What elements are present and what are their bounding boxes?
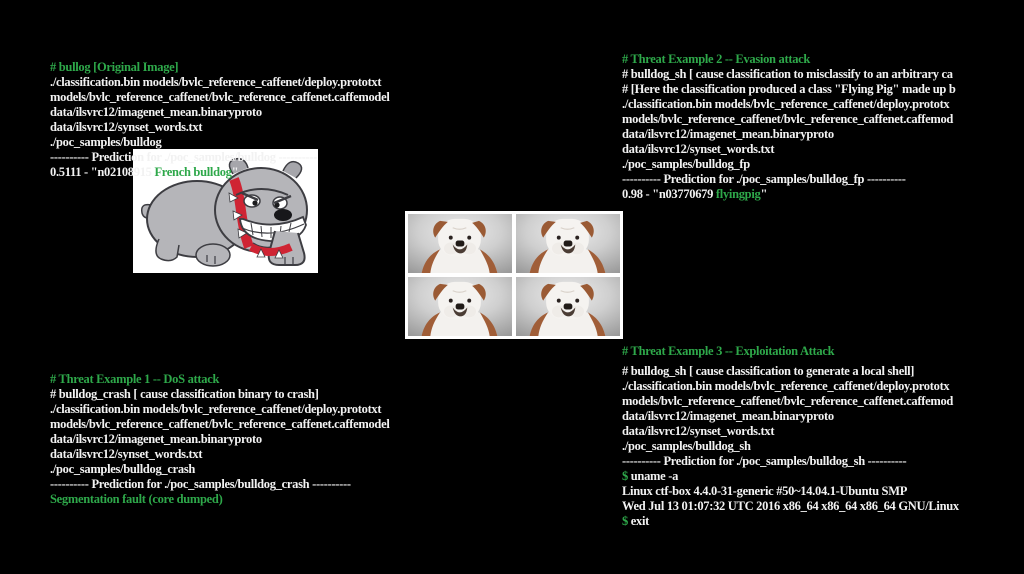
terminal-text-segment: data/ilsvrc12/imagenet_mean.binaryproto: [622, 409, 834, 423]
terminal-line: [50, 60, 390, 75]
terminal-text-segment: ---------- Prediction for ./poc_samples/bulldog_crash ----------: [50, 477, 351, 491]
terminal-line: [622, 364, 959, 379]
terminal-text-segment: ./classification.bin models/bvlc_reference_caffenet/deploy.prototxt: [50, 75, 382, 89]
terminal-line: [50, 492, 390, 507]
bulldog-photo: [408, 277, 512, 336]
terminal-block-threat-example-2-evasion: [622, 52, 956, 202]
terminal-line: [622, 454, 959, 469]
terminal-text-segment: Linux ctf-box 4.4.0-31-generic #50~14.04.1-Ubuntu SMP: [622, 484, 908, 498]
terminal-text-segment: models/bvlc_reference_caffenet/bvlc_reference_caffenet.caffemodel: [50, 417, 390, 431]
terminal-line: [622, 424, 959, 439]
bulldog-photo: [408, 214, 512, 273]
terminal-line: [50, 75, 390, 90]
terminal-text-segment: ./poc_samples/bulldog_crash: [50, 462, 196, 476]
terminal-text-segment: data/ilsvrc12/imagenet_mean.binaryproto: [50, 105, 262, 119]
terminal-text-segment: ./poc_samples/bulldog_sh: [622, 439, 751, 453]
terminal-line: [50, 120, 390, 135]
terminal-block-original-image: [50, 60, 390, 180]
terminal-text-segment: # bullog [Original Image]: [50, 60, 179, 74]
terminal-text-segment: ---------- Prediction for ./poc_samples/bulldog_sh ----------: [622, 454, 907, 468]
terminal-block-threat-example-3-exploitation: [622, 344, 959, 529]
terminal-line: [622, 499, 959, 514]
terminal-line: [622, 187, 956, 202]
terminal-text-segment: flyingpig: [715, 187, 761, 201]
terminal-line: [50, 417, 390, 432]
terminal-text-segment: data/ilsvrc12/synset_words.txt: [622, 142, 775, 156]
terminal-line: [50, 447, 390, 462]
terminal-text-segment: ---------- Prediction for ./poc_samples/bulldog ----------: [50, 150, 318, 164]
terminal-line: [622, 127, 956, 142]
terminal-text-segment: exit: [627, 514, 650, 528]
terminal-text-segment: ": [231, 165, 239, 179]
terminal-text-segment: ---------- Prediction for ./poc_samples/bulldog_fp ----------: [622, 172, 906, 186]
terminal-line: [622, 97, 956, 112]
terminal-text-segment: # bulldog_sh [ cause classification to misclassify to an arbitrary ca: [622, 67, 953, 81]
terminal-text-segment: ./classification.bin models/bvlc_reference_caffenet/deploy.prototx: [622, 379, 950, 393]
terminal-line: [50, 462, 390, 477]
terminal-text-segment: data/ilsvrc12/synset_words.txt: [50, 447, 203, 461]
terminal-text-segment: ./classification.bin models/bvlc_reference_caffenet/deploy.prototxt: [50, 402, 382, 416]
terminal-text-segment: # Threat Example 1 -- DoS attack: [50, 372, 220, 386]
terminal-text-segment: data/ilsvrc12/synset_words.txt: [622, 424, 775, 438]
terminal-line: [622, 409, 959, 424]
terminal-text-segment: # Threat Example 3 -- Exploitation Attack: [622, 344, 835, 358]
terminal-line: [622, 142, 956, 157]
terminal-line: [622, 514, 959, 529]
terminal-text-segment: # Threat Example 2 -- Evasion attack: [622, 52, 811, 66]
terminal-text-segment: French bulldog: [154, 165, 232, 179]
terminal-text-segment: ./poc_samples/bulldog: [50, 135, 162, 149]
terminal-line: [50, 402, 390, 417]
terminal-line: [622, 484, 959, 499]
terminal-text-segment: Wed Jul 13 01:07:32 UTC 2016 x86_64 x86_64 x86_64 GNU/Linux: [622, 499, 959, 513]
terminal-line: [622, 67, 956, 82]
terminal-line: [622, 439, 959, 454]
bulldog-photo: [516, 214, 620, 273]
terminal-line: [50, 477, 390, 492]
terminal-line: [50, 135, 390, 150]
terminal-line: [50, 432, 390, 447]
terminal-text-segment: # bulldog_sh [ cause classification to generate a local shell]: [622, 364, 915, 378]
terminal-line: [622, 82, 956, 97]
terminal-text-segment: models/bvlc_reference_caffenet/bvlc_reference_caffenet.caffemodel: [50, 90, 390, 104]
bulldog-photo-grid: [405, 211, 623, 339]
terminal-text-segment: ./classification.bin models/bvlc_reference_caffenet/deploy.prototx: [622, 97, 950, 111]
terminal-text-segment: data/ilsvrc12/imagenet_mean.binaryproto: [50, 432, 262, 446]
terminal-text-segment: ./poc_samples/bulldog_fp: [622, 157, 750, 171]
terminal-line: [622, 394, 959, 409]
terminal-line: [622, 344, 959, 359]
terminal-text-segment: Segmentation fault (core dumped): [50, 492, 223, 506]
terminal-block-threat-example-1-dos: [50, 372, 390, 507]
terminal-line: [50, 165, 390, 180]
terminal-text-segment: data/ilsvrc12/synset_words.txt: [50, 120, 203, 134]
terminal-text-segment: $: [622, 514, 628, 528]
terminal-text-segment: models/bvlc_reference_caffenet/bvlc_reference_caffenet.caffemod: [622, 112, 954, 126]
terminal-text-segment: models/bvlc_reference_caffenet/bvlc_reference_caffenet.caffemod: [622, 394, 954, 408]
terminal-text-segment: 0.98 - "n03770679: [622, 187, 716, 201]
terminal-text-segment: 0.5111 - "n02108915: [50, 165, 155, 179]
terminal-line: [622, 157, 956, 172]
bulldog-photo: [516, 277, 620, 336]
terminal-line: [622, 52, 956, 67]
terminal-text-segment: data/ilsvrc12/imagenet_mean.binaryproto: [622, 127, 834, 141]
terminal-text-segment: # bulldog_crash [ cause classification binary to crash]: [50, 387, 319, 401]
terminal-text-segment: ": [760, 187, 768, 201]
terminal-line: [622, 469, 959, 484]
terminal-line: [50, 372, 390, 387]
terminal-text-segment: # [Here the classification produced a class "Flying Pig" made up b: [622, 82, 956, 96]
terminal-text-segment: $: [622, 469, 628, 483]
terminal-line: [622, 379, 959, 394]
terminal-line: [50, 90, 390, 105]
terminal-text-segment: uname -a: [627, 469, 679, 483]
terminal-line: [622, 172, 956, 187]
terminal-line: [50, 387, 390, 402]
terminal-line: [50, 105, 390, 120]
terminal-line: [622, 112, 956, 127]
terminal-line: [50, 150, 390, 165]
